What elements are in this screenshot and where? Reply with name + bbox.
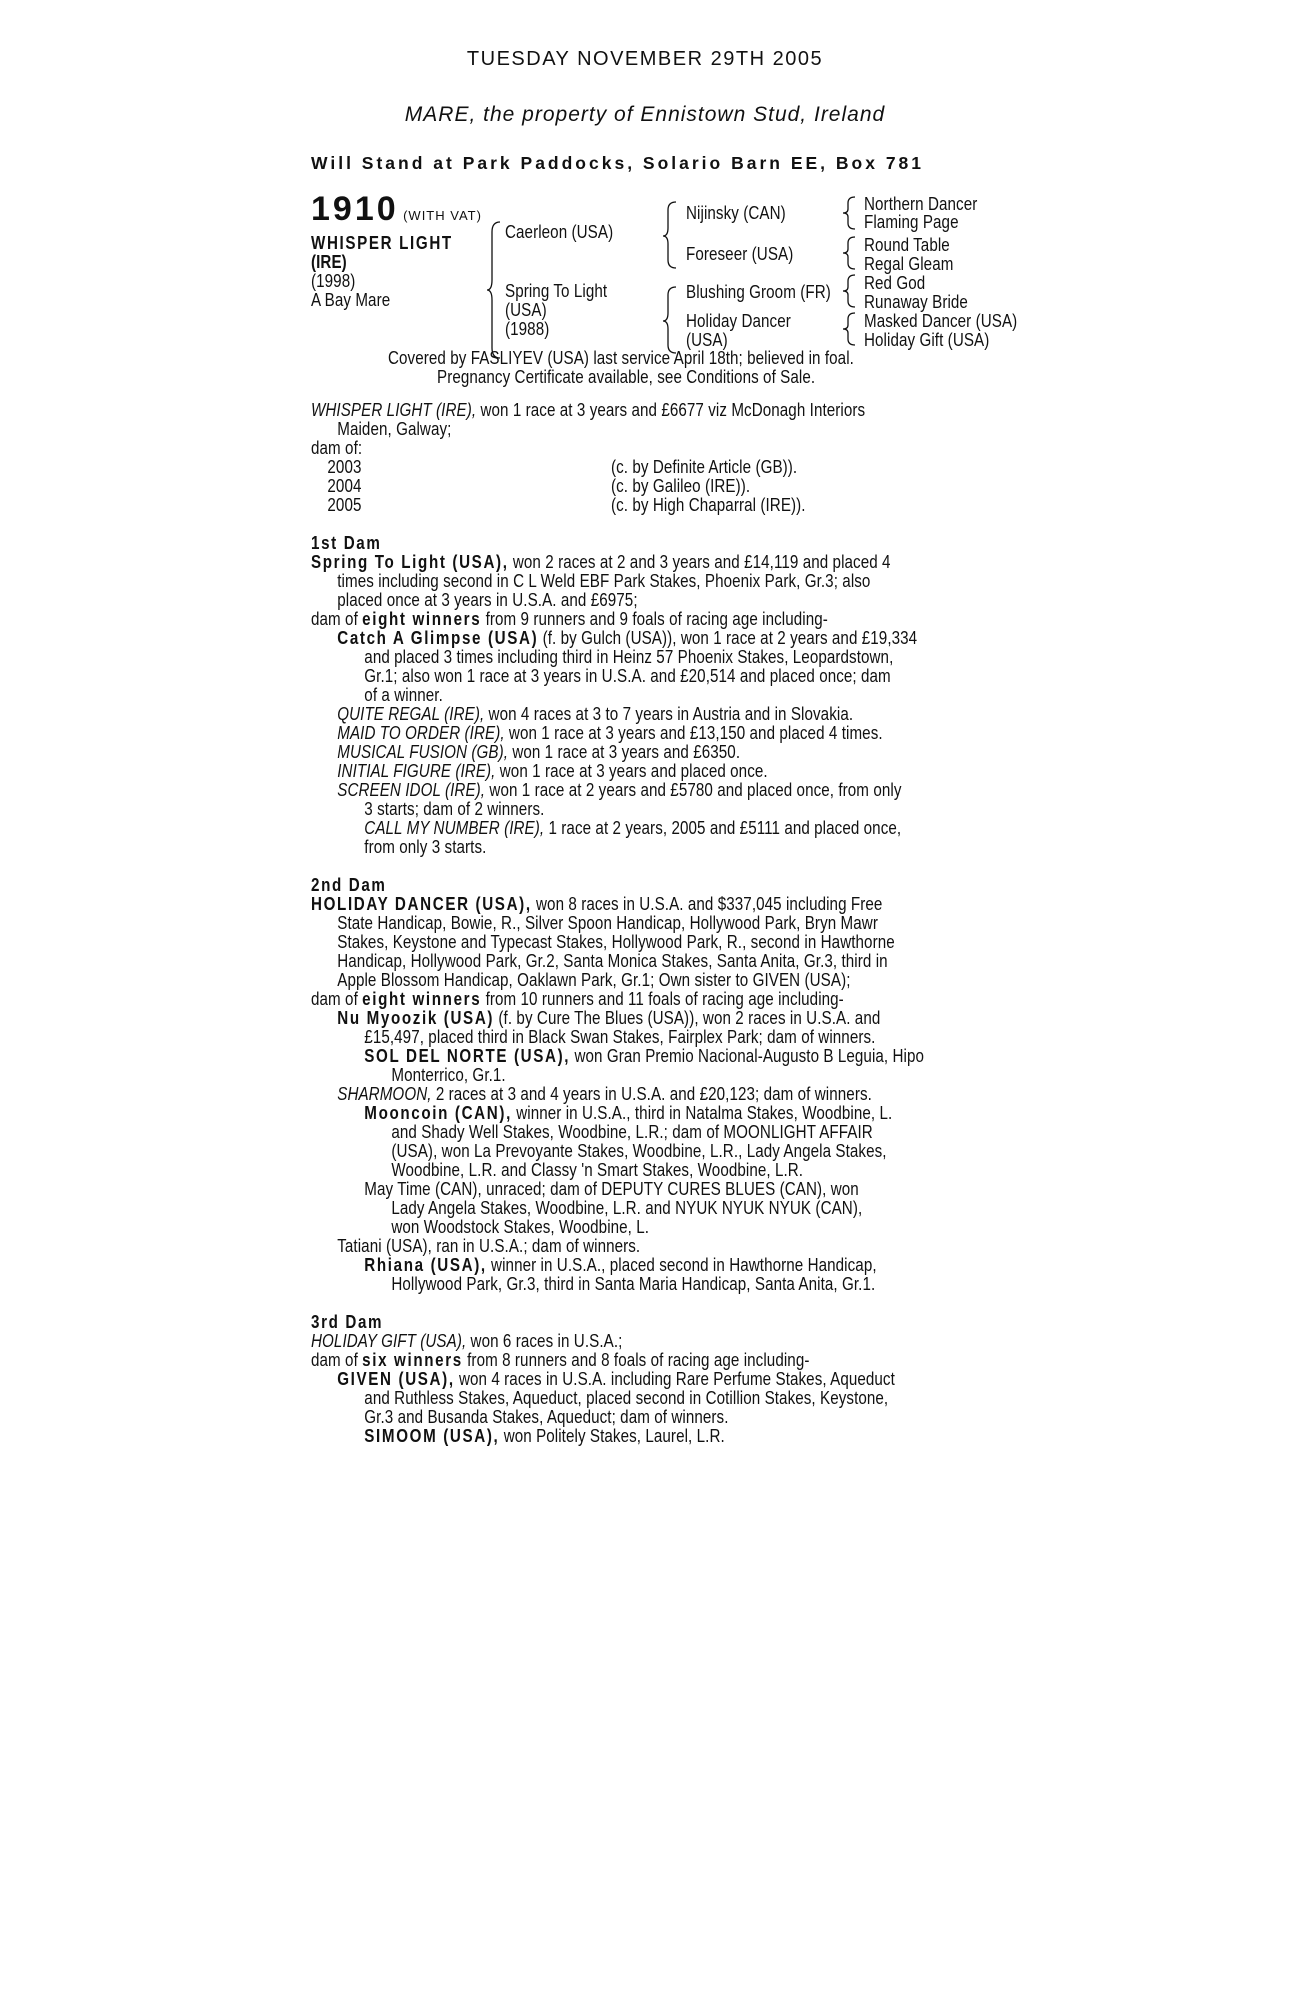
dam2-line: Tatiani (USA), ran in U.S.A.; dam of winners. bbox=[337, 1235, 641, 1256]
dam1-line: INITIAL FIGURE (IRE), won 1 race at 3 years and placed once. bbox=[337, 760, 768, 781]
pedigree-sire-dam: Foreseer (USA) bbox=[686, 243, 794, 264]
dam2-line: Hollywood Park, Gr.3, third in Santa Maria Handicap, Santa Anita, Gr.1. bbox=[391, 1273, 876, 1294]
dam1-line: dam of eight winners from 9 runners and 9 foals of racing age including- bbox=[311, 608, 828, 629]
produce-detail: (c. by Definite Article (GB)). bbox=[611, 456, 798, 477]
pedigree-ggp-6: Runaway Bride bbox=[864, 291, 968, 312]
pedigree-sire: Caerleon (USA) bbox=[505, 221, 614, 242]
dam2-heading: 2nd Dam bbox=[311, 874, 387, 895]
produce-row bbox=[311, 476, 1211, 495]
pedigree-ggp-8: Holiday Gift (USA) bbox=[864, 329, 990, 350]
produce-detail: (c. by High Chaparral (IRE)). bbox=[611, 494, 806, 515]
produce-detail: (c. by Galileo (IRE)). bbox=[611, 475, 751, 496]
pedigree-ggp-4: Regal Gleam bbox=[864, 253, 954, 274]
dam2-line: Lady Angela Stakes, Woodbine, L.R. and NYUK NYUK NYUK (CAN), bbox=[391, 1197, 863, 1218]
pedigree-brace-foreseer bbox=[842, 235, 860, 271]
dam1-line: Gr.1; also won 1 race at 3 years in U.S.A. and £20,514 and placed once; dam bbox=[364, 665, 891, 686]
vat-note: (WITH VAT) bbox=[403, 208, 482, 223]
dam1-line: MAID TO ORDER (IRE), won 1 race at 3 years and £13,150 and placed 4 times. bbox=[337, 722, 883, 743]
catalogue-body bbox=[311, 400, 1211, 1445]
dam1-line: of a winner. bbox=[364, 684, 443, 705]
dam1-line: from only 3 starts. bbox=[364, 836, 487, 857]
dam2-line: (USA), won La Prevoyante Stakes, Woodbine, L.R., Lady Angela Stakes, bbox=[391, 1140, 887, 1161]
dam1-line: 3 starts; dam of 2 winners. bbox=[364, 798, 545, 819]
dam3-line: GIVEN (USA), won 4 races in U.S.A. including Rare Perfume Stakes, Aqueduct bbox=[337, 1368, 895, 1389]
sale-date: TUESDAY NOVEMBER 29TH 2005 bbox=[466, 48, 824, 70]
dam2-line: and Shady Well Stakes, Woodbine, L.R.; dam of MOONLIGHT AFFAIR bbox=[391, 1121, 873, 1142]
pedigree-dam-line3: (1988) bbox=[505, 318, 550, 339]
pedigree-dam-line1: Spring To Light bbox=[505, 280, 608, 301]
dam3-line: Gr.3 and Busanda Stakes, Aqueduct; dam of winners. bbox=[364, 1406, 729, 1427]
pedigree-brace-sire-line bbox=[662, 200, 682, 270]
pedigree-dam-dam-line2: (USA) bbox=[686, 329, 728, 350]
horse-origin: (IRE) bbox=[311, 251, 347, 272]
cover-note-line2: Pregnancy Certificate available, see Conditions of Sale. bbox=[437, 366, 816, 387]
pedigree-ggp-5: Red God bbox=[864, 272, 926, 293]
horse-description: A Bay Mare bbox=[311, 289, 391, 310]
dam1-line: Catch A Glimpse (USA) (f. by Gulch (USA)), won 1 race at 2 years and £19,334 bbox=[337, 627, 918, 648]
dam1-line: and placed 3 times including third in Heinz 57 Phoenix Stakes, Leopardstown, bbox=[364, 646, 894, 667]
dam2-line: Monterrico, Gr.1. bbox=[391, 1064, 506, 1085]
pedigree-brace-sire-dam bbox=[486, 220, 506, 360]
produce-intro-line1: WHISPER LIGHT (IRE), won 1 race at 3 years and £6677 viz McDonagh Interiors bbox=[311, 399, 866, 420]
produce-intro-line2: Maiden, Galway; bbox=[337, 418, 452, 439]
dam2-line: Apple Blossom Handicap, Oaklawn Park, Gr.1; Own sister to GIVEN (USA); bbox=[337, 969, 851, 990]
pedigree-ggp-1: Northern Dancer bbox=[864, 193, 978, 214]
pedigree-ggp-2: Flaming Page bbox=[864, 211, 959, 232]
dam1-line: CALL MY NUMBER (IRE), 1 race at 2 years, 2005 and £5111 and placed once, bbox=[364, 817, 902, 838]
dam2-line: won Woodstock Stakes, Woodbine, L. bbox=[391, 1216, 650, 1237]
lot-number: 1910 bbox=[311, 190, 399, 228]
produce-year: 2003 bbox=[327, 456, 362, 477]
dam2-line: Handicap, Hollywood Park, Gr.2, Santa Monica Stakes, Santa Anita, Gr.3, third in bbox=[337, 950, 888, 971]
dam1-line: SCREEN IDOL (IRE), won 1 race at 2 years and £5780 and placed once, from only bbox=[337, 779, 902, 800]
lot-title: MARE, the property of Ennistown Stud, Ireland bbox=[404, 103, 886, 126]
dam2-line: £15,497, placed third in Black Swan Stakes, Fairplex Park; dam of winners. bbox=[364, 1026, 876, 1047]
dam2-line: Woodbine, L.R. and Classy 'n Smart Stakes, Woodbine, L.R. bbox=[391, 1159, 804, 1180]
foaling-year: (1998) bbox=[311, 270, 356, 291]
dam1-line: placed once at 3 years in U.S.A. and £6975; bbox=[337, 589, 638, 610]
dam2-line: dam of eight winners from 10 runners and 11 foals of racing age including- bbox=[311, 988, 844, 1009]
pedigree-brace-nijinsky bbox=[842, 195, 860, 231]
dam2-line: State Handicap, Bowie, R., Silver Spoon Handicap, Hollywood Park, Bryn Mawr bbox=[337, 912, 878, 933]
dam2-line: May Time (CAN), unraced; dam of DEPUTY CURES BLUES (CAN), won bbox=[364, 1178, 859, 1199]
dam1-line: QUITE REGAL (IRE), won 4 races at 3 to 7 years in Austria and in Slovakia. bbox=[337, 703, 854, 724]
produce-year: 2004 bbox=[327, 475, 362, 496]
pedigree-sire-sire: Nijinsky (CAN) bbox=[686, 202, 786, 223]
dam1-line: times including second in C L Weld EBF Park Stakes, Phoenix Park, Gr.3; also bbox=[337, 570, 871, 591]
produce-row bbox=[311, 495, 1211, 514]
dam1-line: MUSICAL FUSION (GB), won 1 race at 3 years and £6350. bbox=[337, 741, 741, 762]
dam2-line: SOL DEL NORTE (USA), won Gran Premio Nacional-Augusto B Leguia, Hipo bbox=[364, 1045, 925, 1066]
lot-number-block bbox=[311, 190, 482, 229]
dam3-heading: 3rd Dam bbox=[311, 1311, 384, 1332]
dam1-line: Spring To Light (USA), won 2 races at 2 and 3 years and £14,119 and placed 4 bbox=[311, 551, 891, 572]
pedigree-brace-holiday-dancer bbox=[842, 311, 860, 347]
produce-intro-line3: dam of: bbox=[311, 437, 363, 458]
stand-location: Will Stand at Park Paddocks, Solario Barn EE, Box 781 bbox=[311, 153, 925, 173]
pedigree-brace-blushing-groom bbox=[842, 273, 860, 309]
pedigree-dam-line2: (USA) bbox=[505, 299, 547, 320]
pedigree-ggp-7: Masked Dancer (USA) bbox=[864, 310, 1018, 331]
dam1-heading: 1st Dam bbox=[311, 532, 382, 553]
dam3-line: dam of six winners from 8 runners and 8 foals of racing age including- bbox=[311, 1349, 810, 1370]
dam2-line: HOLIDAY DANCER (USA), won 8 races in U.S.A. and $337,045 including Free bbox=[311, 893, 883, 914]
pedigree-dam-sire: Blushing Groom (FR) bbox=[686, 281, 831, 302]
produce-row bbox=[311, 457, 1211, 476]
dam2-line: Mooncoin (CAN), winner in U.S.A., third in Natalma Stakes, Woodbine, L. bbox=[364, 1102, 893, 1123]
dam3-line: SIMOOM (USA), won Politely Stakes, Laurel, L.R. bbox=[364, 1425, 725, 1446]
dam2-line: SHARMOON, 2 races at 3 and 4 years in U.S.A. and £20,123; dam of winners. bbox=[337, 1083, 872, 1104]
dam2-line: Stakes, Keystone and Typecast Stakes, Hollywood Park, R., second in Hawthorne bbox=[337, 931, 895, 952]
cover-note-line1: Covered by FASLIYEV (USA) last service April 18th; believed in foal. bbox=[388, 347, 854, 368]
dam2-line: Rhiana (USA), winner in U.S.A., placed second in Hawthorne Handicap, bbox=[364, 1254, 877, 1275]
pedigree-ggp-3: Round Table bbox=[864, 234, 950, 255]
produce-year: 2005 bbox=[327, 494, 362, 515]
horse-name: WHISPER LIGHT bbox=[311, 232, 453, 253]
dam3-line: and Ruthless Stakes, Aqueduct, placed second in Cotillion Stakes, Keystone, bbox=[364, 1387, 889, 1408]
pedigree-brace-dam-line bbox=[662, 285, 682, 355]
pedigree-dam-dam-line1: Holiday Dancer bbox=[686, 310, 791, 331]
dam3-line: HOLIDAY GIFT (USA), won 6 races in U.S.A.; bbox=[311, 1330, 623, 1351]
dam2-line: Nu Myoozik (USA) (f. by Cure The Blues (USA)), won 2 races in U.S.A. and bbox=[337, 1007, 881, 1028]
